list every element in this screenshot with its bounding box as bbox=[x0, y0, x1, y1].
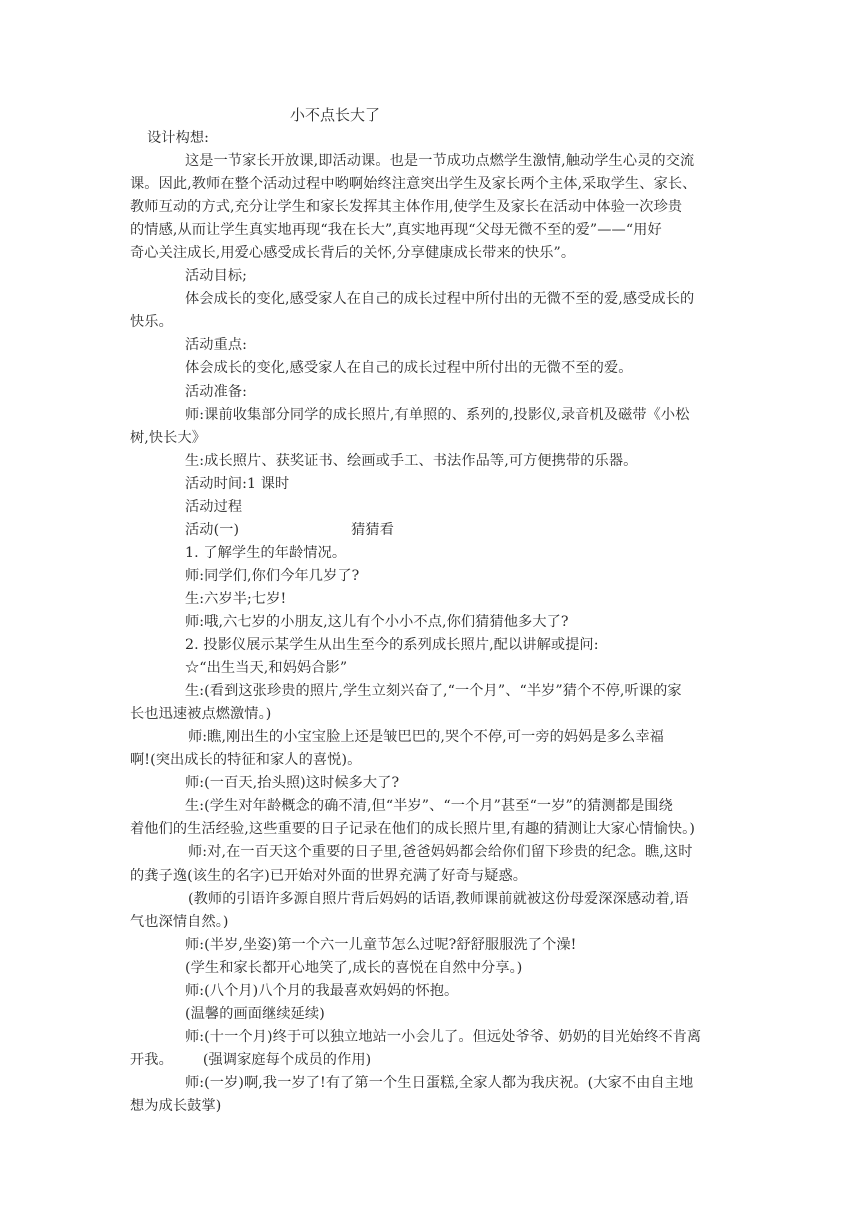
line-text: 体会成长的变化,感受家人在自己的成长过程中所付出的无微不至的爱,感受成长的 bbox=[185, 291, 695, 308]
text-line bbox=[130, 404, 730, 427]
line-text: (学生和家长都开心地笑了,成长的喜悦在自然中分享。) bbox=[185, 959, 523, 976]
text-line bbox=[130, 381, 730, 404]
line-text: 想为成长鼓掌) bbox=[130, 1097, 222, 1114]
text-line bbox=[130, 865, 730, 888]
text-line bbox=[130, 311, 730, 334]
line-text: 的情感,从而让学生真实地再现“我在长大”,真实地再现“父母无微不至的爱”——“用好 bbox=[130, 222, 662, 239]
line-text: 快乐。 bbox=[130, 314, 173, 331]
text-line bbox=[130, 150, 730, 173]
text-line bbox=[130, 703, 730, 726]
line-text: 教师互动的方式,充分让学生和家长发挥其主体作用,使学生及家长在活动中体验一次珍贵 bbox=[130, 199, 683, 216]
text-line bbox=[130, 611, 730, 634]
line-text: 师:瞧,刚出生的小宝宝脸上还是皱巴巴的,哭个不停,可一旁的妈妈是多么幸福 bbox=[188, 729, 664, 746]
line-text: 的龚子逸(该生的名字)已开始对外面的世界充满了好奇与疑惑。 bbox=[130, 867, 528, 884]
line-text: 2. 投影仪展示某学生从出生至今的系列成长照片,配以讲解或提问: bbox=[185, 637, 599, 654]
text-line bbox=[130, 634, 730, 657]
text-line bbox=[130, 934, 730, 957]
line-text: 师:哦,六七岁的小朋友,这儿有个小小不点,你们猜猜他多大了? bbox=[185, 613, 569, 630]
line-text: 生:(看到这张珍贵的照片,学生立刻兴奋了,“一个月”、“半岁”猜个不停,听课的家 bbox=[185, 683, 682, 700]
text-line bbox=[130, 196, 730, 219]
line-text: 长也迅速被点燃激情。) bbox=[130, 706, 272, 723]
text-line bbox=[130, 1026, 730, 1049]
line-text: 活动(一) bbox=[185, 521, 240, 538]
text-line bbox=[130, 1072, 730, 1095]
text-line bbox=[130, 795, 730, 818]
text-line bbox=[130, 265, 730, 288]
line-text: 师:课前收集部分同学的成长照片,有单照的、系列的,投影仪,录音机及磁带《小松 bbox=[185, 406, 690, 423]
text-line bbox=[130, 127, 730, 150]
line-text: 着他们的生活经验,这些重要的日子记录在他们的成长照片里,有趣的猜测让大家心情愉快。) bbox=[130, 821, 695, 838]
line-text: 这是一节家长开放课,即活动课。也是一节成功点燃学生激情,触动学生心灵的交流 bbox=[185, 153, 695, 170]
line-text: 设计构想: bbox=[147, 130, 210, 146]
line-suffix: (强调家庭每个成员的作用) bbox=[202, 1051, 372, 1068]
text-line bbox=[130, 219, 730, 242]
text-line bbox=[130, 173, 730, 196]
text-line bbox=[130, 888, 730, 911]
line-text: 师:(一岁)啊,我一岁了!有了第一个生日蛋糕,全家人都为我庆祝。(大家不由自主地 bbox=[185, 1074, 694, 1091]
line-text: 生:(学生对年龄概念的确不清,但“半岁”、“一个月”甚至“一岁”的猜测都是围绕 bbox=[185, 798, 673, 815]
line-suffix: 猜猜看 bbox=[351, 521, 395, 538]
line-text: 师:(一百天,抬头照)这时候多大了? bbox=[185, 775, 400, 792]
line-text: 树,快长大》 bbox=[130, 429, 207, 446]
line-text: 生:六岁半;七岁! bbox=[185, 590, 287, 607]
line-text: 师:(十一个月)终于可以独立地站一小会儿了。但远处爷爷、奶奶的目光始终不肯离 bbox=[185, 1028, 702, 1045]
text-line bbox=[130, 450, 730, 473]
line-text: 师:同学们,你们今年几岁了? bbox=[185, 567, 360, 584]
line-text: 活动重点: bbox=[185, 337, 248, 354]
text-line bbox=[130, 519, 730, 542]
line-text: 奇心关注成长,用爱心感受成长背后的关怀,分享健康成长带来的快乐”。 bbox=[130, 245, 576, 262]
line-text: 1. 了解学生的年龄情况。 bbox=[185, 544, 347, 561]
line-text: (温馨的画面继续延续) bbox=[185, 1005, 325, 1022]
text-line bbox=[130, 680, 730, 703]
text-line bbox=[130, 1049, 730, 1072]
line-text: 活动目标; bbox=[185, 268, 248, 285]
line-text: (教师的引语许多源自照片背后妈妈的话语,教师课前就被这份母爱深深感动着,语 bbox=[188, 890, 689, 907]
text-line bbox=[130, 657, 730, 680]
line-text: 活动过程 bbox=[185, 498, 243, 515]
line-text: 气也深情自然。) bbox=[130, 913, 229, 930]
line-text: 活动时间:1 课时 bbox=[185, 475, 290, 492]
text-line bbox=[130, 242, 730, 265]
text-line bbox=[130, 841, 730, 864]
line-text: 活动准备: bbox=[185, 383, 248, 400]
text-line bbox=[130, 496, 730, 519]
text-line bbox=[130, 288, 730, 311]
line-text: 开我。 bbox=[130, 1051, 173, 1068]
text-line bbox=[130, 980, 730, 1003]
line-text: ☆“出生当天,和妈妈合影” bbox=[185, 660, 348, 677]
line-text: 体会成长的变化,感受家人在自己的成长过程中所付出的无微不至的爱。 bbox=[185, 360, 633, 377]
text-line bbox=[130, 542, 730, 565]
text-line bbox=[130, 726, 730, 749]
text-line bbox=[130, 588, 730, 611]
text-line bbox=[130, 334, 730, 357]
line-text: 啊!(突出成长的特征和家人的喜悦)。 bbox=[130, 752, 362, 769]
text-line bbox=[130, 911, 730, 934]
text-line bbox=[130, 427, 730, 450]
text-line bbox=[130, 957, 730, 980]
text-line bbox=[130, 565, 730, 588]
document-body bbox=[130, 127, 730, 1118]
text-line bbox=[130, 1095, 730, 1118]
line-text: 生:成长照片、获奖证书、绘画或手工、书法作品等,可方便携带的乐器。 bbox=[185, 452, 638, 469]
text-line bbox=[130, 818, 730, 841]
line-text: 课。因此,教师在整个活动过程中哟啊始终注意突出学生及家长两个主体,采取学生、家长、 bbox=[130, 176, 697, 193]
text-line bbox=[130, 749, 730, 772]
line-text: 师:(八个月)八个月的我最喜欢妈妈的怀抱。 bbox=[185, 982, 459, 999]
line-text: 师:(半岁,坐姿)第一个六一儿童节怎么过呢?舒舒服服洗了个澡! bbox=[185, 936, 577, 953]
text-line bbox=[130, 1003, 730, 1026]
text-line bbox=[130, 473, 730, 496]
text-line bbox=[130, 357, 730, 380]
document-title: 小不点长大了 bbox=[290, 106, 381, 124]
text-line bbox=[130, 772, 730, 795]
line-text: 师:对,在一百天这个重要的日子里,爸爸妈妈都会给你们留下珍贵的纪念。瞧,这时 bbox=[188, 844, 693, 861]
